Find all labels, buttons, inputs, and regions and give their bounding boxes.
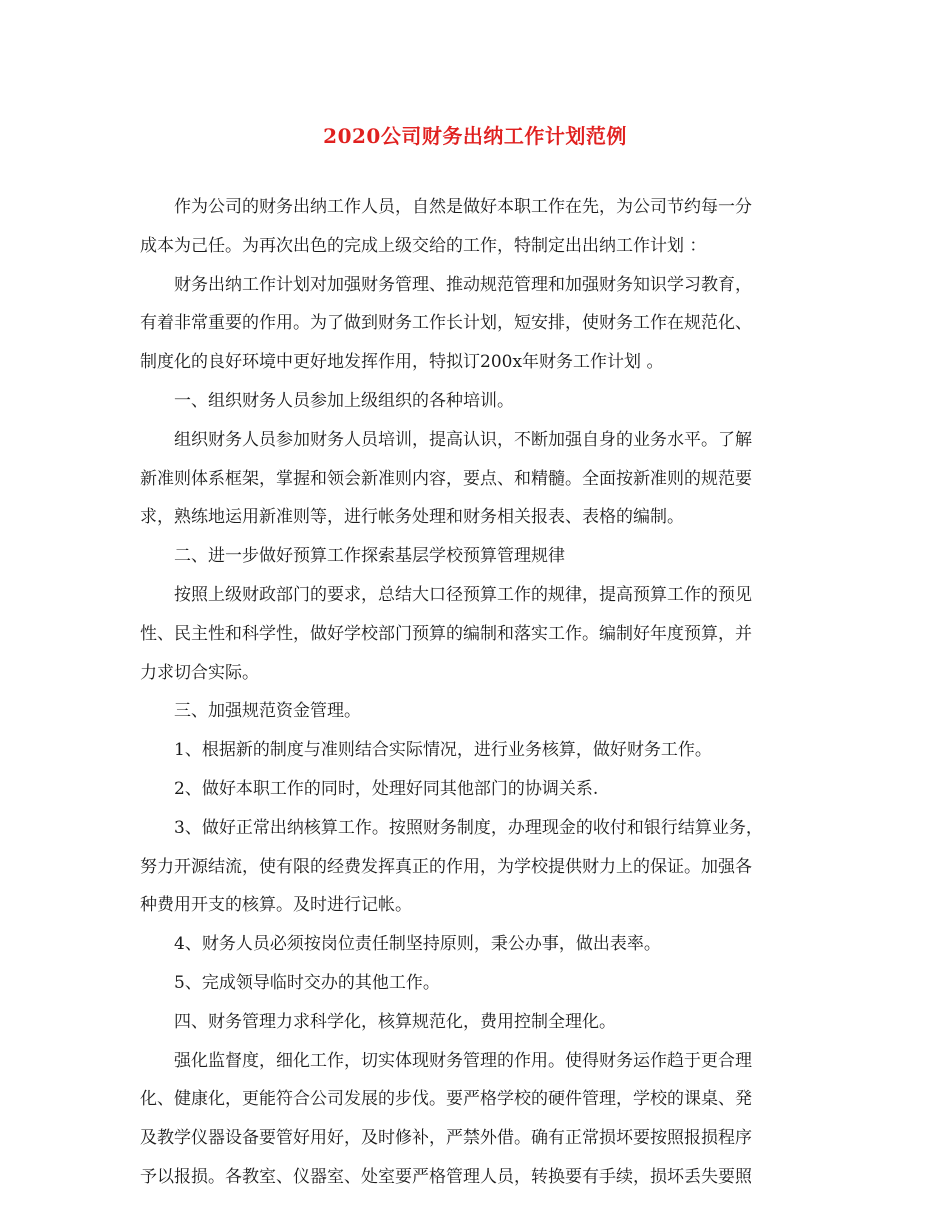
text-line: 制度化的良好环境中更好地发挥作用，特拟订200x年财务工作计划 。 bbox=[140, 352, 664, 373]
text-line: 成本为己任。为再次出色的完成上级交给的工作，特制定出出纳工作计划 ： bbox=[140, 235, 707, 256]
text-line: 新准则体系框架，掌握和领会新准则内容，要点、和精髓。全面按新准则的规范要 bbox=[140, 468, 752, 489]
text-line: 努力开源结流，使有限的经费发挥真正的作用，为学校提供财力上的保证。加强各 bbox=[140, 856, 752, 877]
text-line: 3、做好正常出纳核算工作。按照财务制度，办理现金的收付和银行结算业务， bbox=[174, 817, 763, 838]
text-line: 一、组织财务人员参加上级组织的各种培训。 bbox=[174, 390, 514, 411]
text-line: 按照上级财政部门的要求，总结大口径预算工作的规律，提高预算工作的预见 bbox=[174, 584, 752, 605]
text-line: 组织财务人员参加财务人员培训，提高认识，不断加强自身的业务水平。了解 bbox=[174, 429, 752, 450]
text-line: 及教学仪器设备要管好用好，及时修补，严禁外借。确有正常损坏要按照报损程序 bbox=[140, 1128, 752, 1149]
document-title: 2020公司财务出纳工作计划范例 bbox=[323, 124, 627, 148]
text-line: 财务出纳工作计划对加强财务管理、推动规范管理和加强财务知识学习教育， bbox=[174, 274, 752, 295]
text-line: 力求切合实际。 bbox=[140, 662, 259, 683]
text-line: 作为公司的财务出纳工作人员，自然是做好本职工作在先，为公司节约每一分 bbox=[174, 197, 752, 217]
text-line: 种费用开支的核算。及时进行记帐。 bbox=[140, 895, 412, 916]
text-line: 2、做好本职工作的同时，处理好同其他部门的协调关系. bbox=[174, 778, 599, 799]
text-line: 有着非常重要的作用。为了做到财务工作长计划，短安排，使财务工作在规范化、 bbox=[140, 313, 752, 334]
text-line: 4、财务人员必须按岗位责任制坚持原则，秉公办事，做出表率。 bbox=[174, 934, 661, 955]
text-line: 求，熟练地运用新准则等，进行帐务处理和财务相关报表、表格的编制。 bbox=[140, 507, 684, 528]
text-line: 1、根据新的制度与准则结合实际情况，进行业务核算，做好财务工作。 bbox=[174, 740, 712, 761]
text-line: 性、民主性和科学性，做好学校部门预算的编制和落实工作。编制好年度预算，并 bbox=[140, 623, 752, 644]
document-body bbox=[140, 188, 824, 1197]
text-line: 予以报损。各教室、仪器室、处室要严格管理人员，转换要有手续，损坏丢失要照 bbox=[140, 1166, 752, 1187]
text-line: 强化监督度，细化工作，切实体现财务管理的作用。使得财务运作趋于更合理 bbox=[174, 1050, 752, 1071]
text-line: 化、健康化，更能符合公司发展的步伐。要严格学校的硬件管理，学校的课桌、発 bbox=[140, 1089, 752, 1110]
text-line: 四、财务管理力求科学化，核算规范化，费用控制全理化。 bbox=[174, 1011, 616, 1032]
text-line: 二、进一步做好预算工作探索基层学校预算管理规律 bbox=[174, 546, 565, 567]
text-line: 5、完成领导临时交办的其他工作。 bbox=[174, 972, 440, 993]
text-line: 三、加强规范资金管理。 bbox=[174, 701, 361, 722]
